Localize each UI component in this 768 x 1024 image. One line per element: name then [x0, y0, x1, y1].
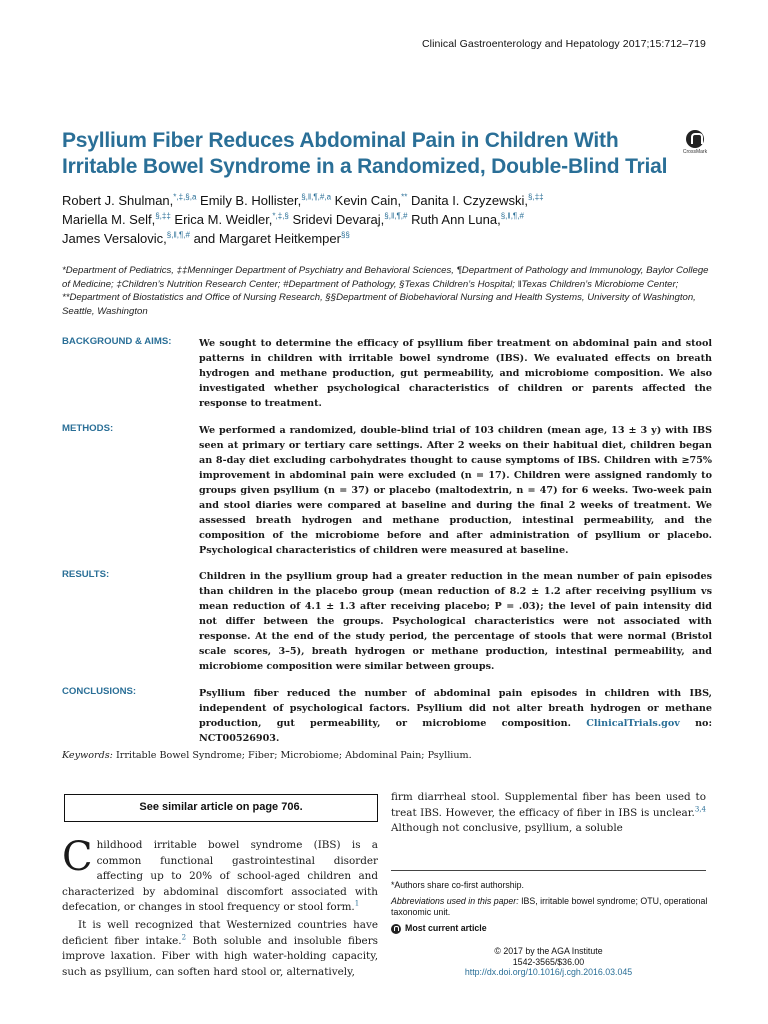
footnote-divider — [391, 870, 706, 871]
abstract-background-text: We sought to determine the efficacy of psyllium fiber treatment on abdominal pain and stool patterns in children with irritable bowel syndrome (IBS). We evaluated effects on breath hydrogen and methane production, gut permeability, and microbiome composition. We also investigated whether psychological characteristics of children or parents affected the response to treatment. — [199, 338, 712, 409]
keywords-text: Irritable Bowel Syndrome; Fiber; Microbiome; Abdominal Pain; Psyllium. — [115, 750, 472, 761]
keywords-label: Keywords: — [62, 750, 113, 761]
clinicaltrials-link[interactable]: ClinicalTrials.gov — [586, 718, 680, 729]
body-text: It is well recognized that Westernized countries have deficient fiber intake. — [62, 918, 378, 947]
crossmark-badge[interactable] — [682, 130, 708, 155]
author-affiliation-marks: *,‡,§ — [272, 211, 289, 221]
abbreviations-label: Abbreviations used in this paper: — [391, 896, 519, 906]
body-paragraph — [62, 918, 378, 980]
article-title: Psyllium Fiber Reduces Abdominal Pain in Children With Irritable Bowel Syndrome in a Randomized, Double-Blind Trial — [62, 129, 668, 178]
crossmark-label: CrossMark — [682, 149, 708, 155]
author-name: Ruth Ann Luna, — [411, 212, 501, 227]
abbreviations-text: IBS, irritable bowel syndrome; OTU, operational taxonomic unit. — [391, 896, 708, 917]
author-affiliation-marks: §,‖,¶,# — [384, 211, 408, 221]
footnotes — [391, 880, 711, 939]
author-name: Erica M. Weidler, — [174, 212, 273, 227]
abstract-results-text: Children in the psyllium group had a greater reduction in the mean number of pain episodes than children in the placebo group (mean reduction of 8.2 ± 1.2 after receiving psyllium vs mean reduction of 4.1 ± 1.3 after receiving placebo; P = .03); the level of pain intensity did not differ between the groups. Psychological characteristics were not associated with response. At the end of the study period, the percentage of stools that were normal (Bristol scale scores, 3–5), breath hydrogen or methane production, intestinal permeability, and microbiome composition were similar between groups. — [199, 571, 712, 672]
most-current-label: Most current article — [405, 923, 487, 933]
author-name: Robert J. Shulman, — [62, 193, 174, 208]
reference-link[interactable]: 2 — [181, 933, 187, 942]
author-name: James Versalovic, — [62, 231, 167, 246]
similar-article-box[interactable]: See similar article on page 706. — [64, 794, 378, 822]
author-affiliation-marks: §,‡‡ — [528, 192, 544, 202]
copyright-line: © 2017 by the AGA Institute — [494, 946, 603, 956]
body-text: hildhood irritable bowel syndrome (IBS) is a common functional gastrointestinal disorder affecting up to 20% of school-aged children and characterized by abdominal discomfort associated with defecation, or changes in stool frequency or stool form. — [62, 839, 378, 914]
author-affiliation-marks: §,‖,¶,# — [500, 211, 524, 221]
affiliations: *Department of Pediatrics, ‡‡Menninger Department of Psychiatry and Behavioral Sciences, ¶Department of Pathology and Immunology, Baylor College of Medicine; ‡Children’s Nutrition Research Center; #Department of Pathology, §Texas Children’s Hospital; ‖Texas Children’s Microbiome Center; **Department of Biostatistics and Office of Nursing Research, §§Department of Biobehavioral Nursing and Health Systems, University of Washington, Seattle, Washington — [62, 265, 709, 317]
keywords — [62, 750, 712, 761]
author-name: Danita I. Czyzewski, — [411, 193, 529, 208]
body-column-right — [391, 790, 706, 837]
author-list — [62, 191, 712, 248]
reference-link[interactable]: 3,4 — [694, 805, 706, 814]
drop-cap: C — [62, 834, 93, 880]
issn-price: 1542-3565/$36.00 — [512, 956, 585, 967]
reference-link[interactable]: 1 — [354, 899, 360, 908]
author-affiliation-marks: *,‡,§,a — [173, 192, 197, 202]
abstract-methods-text: We performed a randomized, double-blind trial of 103 children (mean age, 13 ± 3 y) with IBS seen at primary or tertiary care settings. After 2 weeks on their habitual diet, children began an 8-day diet excluding carbohydrates thought to cause symptoms of IBS. Children with ≥75% improvement in abdominal pain were excluded (n = 17). Children were assigned randomly to groups given psyllium (n = 37) or placebo (maltodextrin, n = 47) for 6 weeks. Two-week pain and stool diaries were compared at baseline and during the final 2 weeks of treatment. We assessed breath hydrogen and methane production, intestinal permeability, and the composition of the microbiome before and after administration of psyllium or placebo. Psychological characteristics of children were measured at baseline. — [199, 425, 712, 556]
abstract-results-label: RESULTS: — [62, 569, 110, 580]
body-paragraph — [62, 834, 378, 916]
conclusions-body: Psyllium fiber reduced the number of abdominal pain episodes in children with IBS, independent of psychological factors. Psyllium did not alter breath hydrogen or methane production, gut permeability, or microbiome composition. — [199, 688, 712, 729]
author-affiliation-marks: §,‡‡ — [155, 211, 171, 221]
author-affiliation-marks: ** — [401, 192, 408, 202]
crossmark-small-icon — [391, 924, 401, 934]
abstract-conclusions-text — [199, 686, 712, 746]
author-name: Kevin Cain, — [334, 193, 402, 208]
body-text: Both soluble and insoluble fibers improve laxation. Fiber with high water-holding capacity, such as psyllium, can soften hard stool or, alternatively, — [62, 934, 379, 978]
author-name: Emily B. Hollister, — [200, 193, 302, 208]
author-affiliation-marks: §§ — [340, 230, 350, 240]
author-affiliation-marks: §,‖,¶,#,a — [301, 192, 332, 202]
crossmark-icon — [686, 130, 704, 148]
author-name: and Margaret Heitkemper — [193, 231, 341, 246]
body-text: firm diarrheal stool. Supplemental fiber has been used to treat IBS. However, the efficacy of fiber in IBS is unclear. — [391, 791, 706, 819]
journal-citation: Clinical Gastroenterology and Hepatology 2017;15:712–719 — [421, 38, 706, 50]
abbreviations-footnote — [391, 896, 711, 918]
copyright-block — [391, 946, 706, 978]
most-current-article[interactable] — [391, 923, 711, 934]
body-text: Although not conclusive, psyllium, a soluble — [391, 822, 623, 835]
body-column-left — [62, 834, 379, 982]
abstract-background-label: BACKGROUND & AIMS: — [62, 336, 172, 347]
doi-link[interactable]: http://dx.doi.org/10.1016/j.cgh.2016.03.045 — [464, 967, 633, 978]
abstract-conclusions-label: CONCLUSIONS: — [62, 686, 137, 697]
abstract-methods-label: METHODS: — [62, 423, 114, 434]
author-name: Sridevi Devaraj, — [292, 212, 385, 227]
trial-number: no: NCT00526903. — [199, 718, 712, 744]
author-affiliation-marks: §,‖,¶,# — [166, 230, 190, 240]
author-name: Mariella M. Self, — [62, 212, 156, 227]
cofirst-footnote: *Authors share co-first authorship. — [391, 880, 524, 890]
